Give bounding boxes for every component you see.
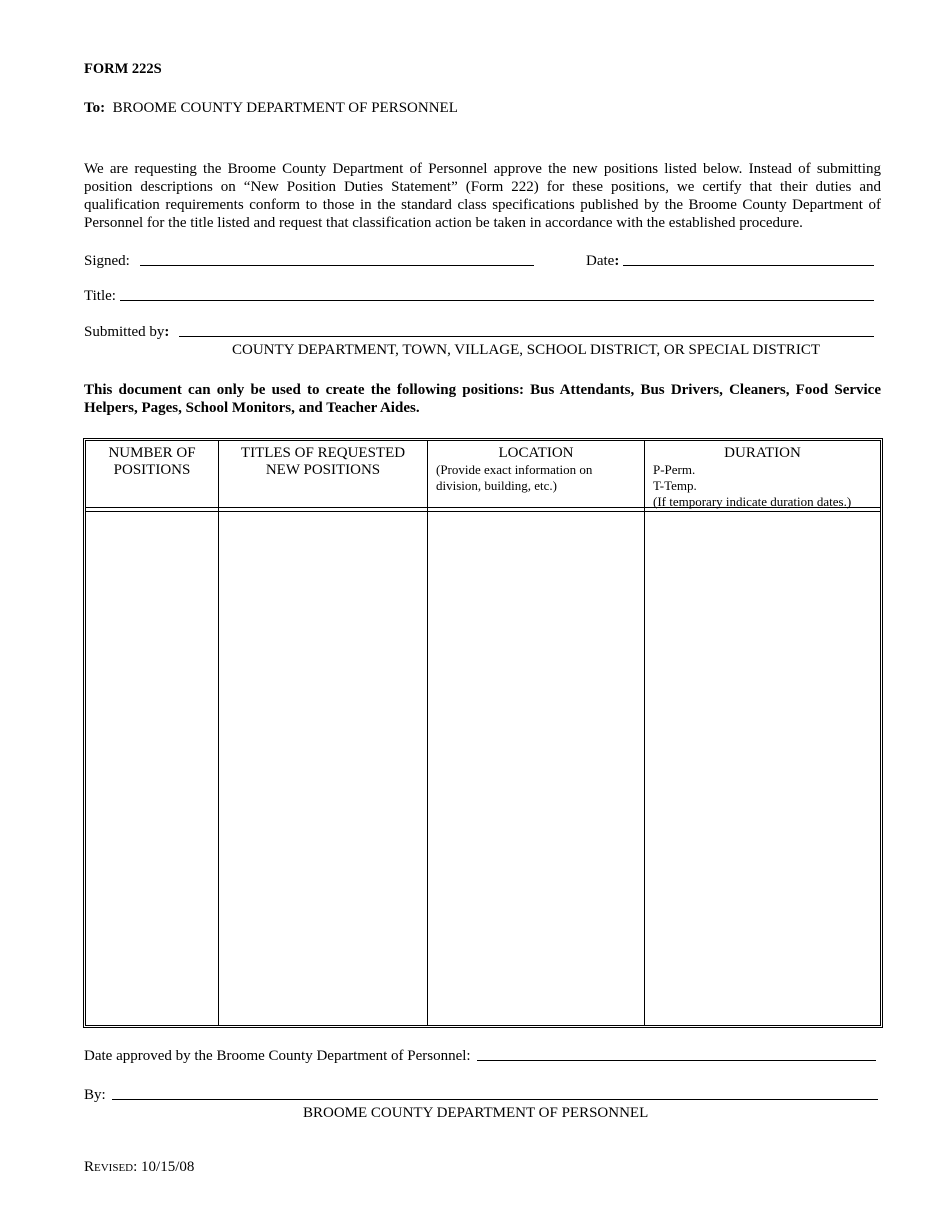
by-caption: BROOME COUNTY DEPARTMENT OF PERSONNEL bbox=[303, 1105, 649, 1121]
submitted-caption: COUNTY DEPARTMENT, TOWN, VILLAGE, SCHOOL DISTRICT, OR SPECIAL DISTRICT bbox=[232, 342, 820, 358]
revision-date: Revised: 10/15/08 bbox=[84, 1159, 195, 1175]
title-field[interactable] bbox=[84, 288, 874, 305]
date-label: Date: bbox=[586, 253, 620, 269]
to-label: To: bbox=[84, 100, 106, 116]
by-field[interactable] bbox=[84, 1087, 878, 1104]
intro-paragraph: We are requesting the Broome County Department of Personnel approve the new positions listed below. Instead of submitting position descriptions on “New Position Duties Statement” (Form 222) for these positions, we certify that their duties and qualification requirements conform to those in the standard class specifications published by the Broome County Department of Personnel for the title listed and request that classification action be taken in accordance with the established procedure. bbox=[84, 161, 881, 231]
submitted-line[interactable] bbox=[179, 335, 874, 337]
column-header: LOCATION bbox=[498, 445, 574, 461]
by-line[interactable] bbox=[112, 1098, 878, 1100]
addressee-line bbox=[84, 100, 458, 117]
approved-label: Date approved by the Broome County Department of Personnel: bbox=[84, 1048, 471, 1064]
positions-table bbox=[83, 438, 883, 1028]
column-number-of-positions[interactable] bbox=[86, 441, 219, 1025]
column-header: TITLES OF REQUESTED NEW POSITIONS bbox=[240, 445, 406, 478]
title-label: Title: bbox=[84, 288, 116, 304]
date-approved-field[interactable] bbox=[84, 1048, 876, 1065]
column-header: NUMBER OF POSITIONS bbox=[108, 445, 196, 478]
approved-line[interactable] bbox=[477, 1059, 876, 1061]
signed-label: Signed: bbox=[84, 253, 130, 269]
signed-line[interactable] bbox=[140, 264, 534, 266]
form-code: FORM 222S bbox=[84, 61, 162, 77]
duration-note: P-Perm. T-Temp. (If temporary indicate duration dates.) bbox=[653, 462, 852, 509]
by-label: By: bbox=[84, 1087, 106, 1103]
submitted-label: Submitted by: bbox=[84, 324, 170, 340]
column-header: DURATION bbox=[724, 445, 801, 461]
signed-field[interactable] bbox=[84, 253, 534, 270]
column-titles-of-requested-positions[interactable] bbox=[219, 441, 428, 1025]
title-line[interactable] bbox=[120, 299, 874, 301]
date-line[interactable] bbox=[623, 264, 874, 266]
column-location[interactable] bbox=[428, 441, 645, 1025]
column-duration[interactable] bbox=[645, 441, 880, 1025]
date-field[interactable] bbox=[586, 253, 874, 270]
restriction-notice: This document can only be used to create the following positions: Bus Attendants, Bus Drivers, Cleaners, Food Service Helpers, Pages, School Monitors, and Teacher Aides. bbox=[84, 382, 881, 416]
to-value: BROOME COUNTY DEPARTMENT OF PERSONNEL bbox=[112, 100, 458, 116]
submitted-by-field[interactable] bbox=[84, 324, 874, 341]
location-note: (Provide exact information on division, building, etc.) bbox=[436, 462, 593, 493]
